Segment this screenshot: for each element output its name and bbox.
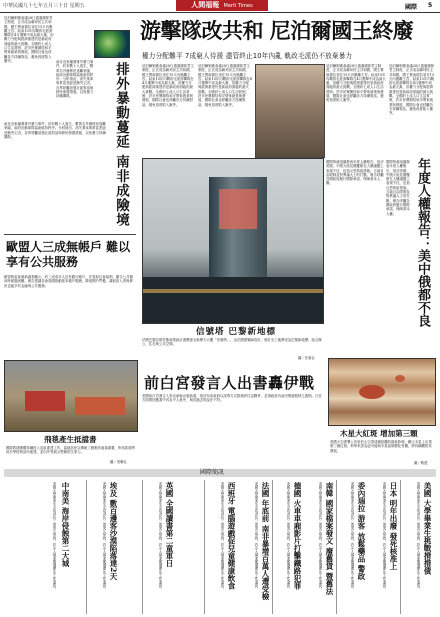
skyline-light [143, 289, 323, 293]
tower-caption: 信號塔 巴黎新地標 [196, 327, 276, 337]
digest-item-title: 委內瑞拉 游客 放鬆藥品 警政 [357, 482, 366, 580]
digest-item-body: 美國大學畢業生平均背負二萬美元學貸，許多人畢業後選擇先工作還款。 [382, 482, 386, 591]
digest-item-body: 美國大學畢業生平均背負二萬美元學貸，許多人畢業後選擇先工作還款。 [416, 482, 420, 591]
digest-divider [142, 480, 143, 614]
tower-photo [142, 158, 324, 324]
aid-truck [25, 391, 65, 411]
left-column-text-a: 南非近來爆發排外暴力事件，約有數十人喪生、數萬名外籍移民逃離家園，政府出動軍隊協助維持秩序。分析指出，高失業率與貧富差距是衝突主因，各界呼籲加強社區對話與移民保護措施，以免暴力持續擴散。 [56, 60, 94, 99]
left-intro-text: 尼泊爾制憲會議28日通過廢除君主制度，正式成為聯邦民主共和國，國王賈南德拉須在15天內搬離王宮。結束10年內戰的毛派游擊隊在4月選舉中成為最大黨，但權力分配與經濟重建仍是新政府面臨的最大挑戰。全國約七成人口生活貧困，許多民眾期待和平帶來就業與發展，國際社會也呼籲各方持續對話，避免再度陷入衝突。 [4, 16, 54, 63]
digest-divider [204, 480, 205, 614]
digest-item-body: 美國大學畢業生平均背負二萬美元學貸，許多人畢業後選擇先工作還款。 [52, 482, 56, 591]
logo-text: 人間福報 [191, 1, 220, 9]
tower-glow [219, 189, 257, 229]
jupiter-body: 美國太空總署公布哈伯太空望遠鏡拍攝的最新影像，顯示木星上出現第三個紅斑，科學家認為這可能與木星氣候變化有關，將持續觀察其發展。 [330, 440, 432, 453]
aid-rug [75, 397, 125, 415]
divider [4, 234, 136, 235]
aid-byline: 圖／美聯社 [110, 460, 127, 464]
lead-subhead: 權力分配難平 7成窮人待援 盡管終止10年內亂 軌政毛派仍不放棄暴力 [142, 52, 353, 60]
digest-area [4, 480, 436, 614]
date-line: 中華民國九十七年五月三十日 星期五 [3, 3, 85, 9]
digest-item-title: 日本 明年出廢 發死核准上 [389, 482, 398, 570]
digest-item-title: 德國 火車車廂影片打擊鐵路犯罪 [293, 482, 302, 590]
lead-body-col-2: 尼泊爾制憲會議28日通過廢除君主制度，正式成為聯邦民主共和國，國王賈南德拉須在15天內搬離王宮。結束10年內戰的毛派游擊隊在4月選舉中成為最大黨，但權力分配與經濟重建仍是新政府面臨的最大挑戰。全國約七成人口生活貧困，許多民眾期待和平帶來就業與發展，國際社會也呼籲各方持續對話，避免再度陷入衝突。 [198, 64, 252, 107]
digest-item-title: 中南美 海岸侵蝕第二大城 [61, 482, 70, 568]
great-red-spot [359, 385, 385, 399]
whitehouse-body: 美國前白宮發言人麥克萊倫出版新書，批評布希政府以誤導方式推銷伊拉克戰爭，並指政府內部決策過程缺乏透明。白宮方面則回應書中內容令人意外，與其過去的說法不符。 [142, 394, 322, 403]
south-africa-kicker: 排外暴動蔓延 南非成險境 [113, 62, 129, 228]
lead-body-col-3: 尼泊爾制憲會議28日通過廢除君主制度，正式成為聯邦民主共和國，國王賈南德拉須在15天內搬離王宮。結束10年內戰的毛派游擊隊在4月選舉中成為最大黨，但權力分配與經濟重建仍是新政府面臨的最大挑戰。全國約七成人口生活貧困，許多民眾期待和平帶來就業與發展，國際社會也呼籲各方持續對話，避免再度陷入衝突。 [326, 64, 386, 103]
digest-item-body: 美國大學畢業生平均背負二萬美元學貸，許多人畢業後選擇先工作還款。 [318, 482, 322, 591]
digest-item-body: 美國大學畢業生平均背負二萬美元學貸，許多人畢業後選擇先工作還款。 [350, 482, 354, 591]
tower-byline: 圖／法新社 [298, 356, 315, 360]
digest-item-title: 英國 全國讀書第二童軍日 [165, 482, 174, 568]
digest-item-body: 美國大學畢業生平均背負二萬美元學貸，許多人畢業後選擇先工作還款。 [254, 482, 258, 591]
digest-item-title: 西班牙 電腦遊戲促兒童健康飲食 [227, 482, 236, 590]
left-column-text-b: 南非近來爆發排外暴力事件，約有數十人喪生、數萬名外籍移民逃離家園，政府出動軍隊協助維持秩序。分析指出，高失業率與貧富差距是衝突主因，各界呼籲加強社區對話與移民保護措施，以免暴力持續擴散。 [4, 122, 106, 139]
lead-body-col-1: 尼泊爾制憲會議28日通過廢除君主制度，正式成為聯邦民主共和國，國王賈南德拉須在15天內搬離王宮。結束10年內戰的毛派游擊隊在4月選舉中成為最大黨，但權力分配與經濟重建仍是新政府面臨的最大挑戰。全國約七成人口生活貧困，許多民眾期待和平帶來就業與發展，國際社會也呼籲各方持續對話，避免再度陷入衝突。 [142, 64, 194, 107]
digest-item-body: 美國大學畢業生平均背負二萬美元學貸，許多人畢業後選擇先工作還款。 [220, 482, 224, 591]
digest-item-body: 美國大學畢業生平均背負二萬美元學貸，許多人畢業後選擇先工作還款。 [102, 482, 106, 591]
rights-headline: 年度人權報告：美中俄都不良 [415, 158, 430, 327]
rights-body-b: 國際特赦組織發表年度人權報告，批評美國、中國大陸及俄羅斯在人權議題上表現不佳，包括反恐拘留措施、言論自由限制及對異議人士的打壓。報告呼籲各國政府履行國際承諾，保障基本人權。 [386, 160, 410, 216]
section-name: 國際 [405, 4, 418, 11]
city-skyline [143, 277, 323, 323]
digest-item-body: 美國大學畢業生平均背負二萬美元學貸，許多人畢業後選擇先工作還款。 [158, 482, 162, 591]
tower-body: 法國巴黎拉德芳斯商業區計畫興建全新摩天大樓「信號塔」，由法國建築師設計，預計完工後將成為巴黎新地標，結合辦公、住宅與公共空間。 [142, 338, 322, 347]
globe-icon [94, 30, 130, 58]
digest-divider [400, 480, 401, 614]
lead-body-col-4: 尼泊爾制憲會議28日通過廢除君主制度，正式成為聯邦民主共和國，國王賈南德拉須在15天內搬離王宮。結束10年內戰的毛派游擊隊在4月選舉中成為最大黨，但權力分配與經濟重建仍是新政府面臨的最大挑戰。全國約七成人口生活貧困，許多民眾期待和平帶來就業與發展，國際社會也呼籲各方持續對話，避免再度陷入衝突。 [389, 64, 435, 116]
aid-body: 國際救援團體持續投入災區重建工作，當地居民以傳統工藝製作地毯義賣，所得款項將用於學校與診所重建，並向外界展示堅韌的生命力。 [6, 446, 135, 455]
digest-banner [4, 469, 436, 477]
digest-header: 國際簡訊 [200, 469, 225, 476]
digest-divider [272, 480, 273, 614]
third-red-spot [395, 375, 405, 382]
digest-item-title: 南韓 國家檔案發文 廢舊貨 暨舊法 [325, 482, 334, 595]
digest-item-title: 埃及 數百邊客沙漠陷落達2天 [109, 482, 118, 580]
logo-en: Merit Times [223, 3, 253, 9]
page-number: 5 [428, 2, 433, 9]
lead-photo [255, 64, 325, 158]
digest-item-body: 美國大學畢業生平均背負二萬美元學貸，許多人畢業後選擇先工作還款。 [286, 482, 290, 591]
whitehouse-headline: 前白宮發言人出書轟伊戰 [144, 374, 315, 392]
jupiter-photo [328, 358, 436, 426]
aid-photo [4, 360, 138, 432]
jupiter-caption: 木星大紅斑 增加第三顆 [340, 429, 418, 438]
digest-item-title: 法國 年底前 南非暴增百萬人遭受檢 [261, 482, 270, 600]
digest-divider [336, 480, 337, 614]
rights-body-a: 國際特赦組織發表年度人權報告，批評美國、中國大陸及俄羅斯在人權議題上表現不佳，包括反恐拘留措施、言論自由限制及對異議人士的打壓。報告呼籲各國政府履行國際承諾，保障基本人權。 [326, 160, 384, 186]
jupiter-byline: 圖／路透 [414, 461, 428, 465]
logo [176, 0, 268, 11]
aid-caption: 飛毯產生抵擋書 [44, 435, 97, 444]
eu-body: 歐盟執委會最新調查顯示，約三成成年人沒有銀行帳戶，在領取社會福利、繳交公共費用時面臨困難。報告建議各會員國推動基本帳戶服務，降低開戶門檻，讓低收入者與移民也能享有金融與公共服務。 [4, 275, 133, 288]
masthead [0, 0, 440, 13]
digest-divider [86, 480, 87, 614]
digest-item-title: 美國 大學畢業生挑戰揹揹債 [423, 482, 432, 575]
lead-headline: 游擊隊改共和 尼泊爾國王終廢 [140, 18, 414, 43]
eu-headline: 歐盟人三成無帳戶 難以享有公共服務 [6, 240, 131, 269]
